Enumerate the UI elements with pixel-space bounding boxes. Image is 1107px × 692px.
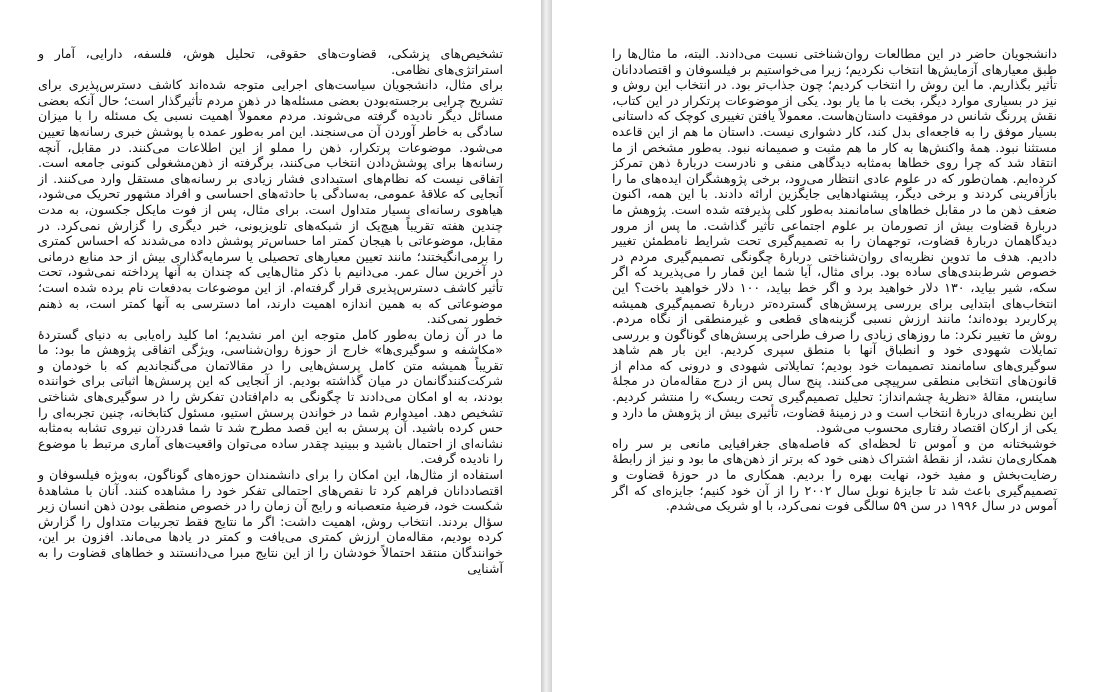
- paragraph: استفاده از مثال‌ها، این امکان را برای دانشمندان حوزه‌های گوناگون، به‌ویژه فیلسوفان و اقتصاددانان فراهم کرد تا نقص‌های احتمالی تفکر خود را مشاهده کنند. آنان با مشاهدهٔ شکست خود، فرضیهٔ متعصبانه و رایج آن زمان را در خصوص منطقی بودن ذهن انسان زیر سؤال بردند. انتخاب روش، اهمیت داشت: اگر ما نتایج فقط تجربیات متداول را گزارش کرده بودیم، مقاله‌مان ارزش کمتری می‌یافت و کمتر در یادها می‌ماند. افزون بر این، خوانندگان منتقد احتمالاً خودشان را از این نتایج مبرا می‌دانستند و خطاهای قضاوت را به آشنایی: [38, 467, 503, 576]
- paragraph: تشخیص‌های پزشکی، قضاوت‌های حقوقی، تحلیل هوش، فلسفه، دارایی، آمار و استراتژی‌های نظامی.: [38, 46, 503, 77]
- paragraph: خوشبختانه من و آموس تا لحظه‌ای که فاصله‌های جغرافیایی مانعی بر سر راه همکاری‌مان نشد، از نقطهٔ اشتراک ذهنی خود که برتر از ذهن‌های ما بود و نیز از رابطهٔ رضایت‌بخش و مفید خود، نهایت بهره را بردیم. همکاری ما در حوزهٔ قضاوت و تصمیم‌گیری باعث شد تا جایزهٔ نوبل سال ۲۰۰۲ را از آن خود کنیم؛ جایزه‌ای که اگر آموس در سال ۱۹۹۶ در سن ۵۹ سالگی فوت نمی‌کرد، با او شریک می‌شدم.: [612, 435, 1057, 514]
- left-page-text: [38, 46, 503, 576]
- paragraph: برای مثال، دانشجویان سیاست‌های اجرایی متوجه شده‌اند کاشف دسترس‌پذیری برای تشریح چرایی برجسته‌بودن بعضی مسئله‌ها در ذهن مردم تأثیرگذار است؛ حال آنکه بعضی مسائل دیگر نادیده گرفته می‌شوند. مردم معمولاً اهمیت نسبی یک مسئله را با میزان سادگی به خاطر آوردن آن می‌سنجند. این امر به‌طور عمده با پوشش خبری رسانه‌ها تعیین می‌شود. موضوعات پرتکرار، ذهن را مملو از این اطلاعات می‌کنند. در مقابل، آنچه رسانه‌ها برای پوشش‌دادن انتخاب می‌کنند، برگرفته از ذهن‌مشغولی کنونی جامعه است. اتفاقی نیست که نظام‌های استبدادی فشار زیادی بر رسانه‌های مستقل وارد می‌کنند. از آنجایی که علاقهٔ عمومی، به‌سادگی با حادثه‌های احساسی و افراد مشهور تحریک می‌شود، هیاهوی رسانه‌ای بسیار متداول است. برای مثال، پس از فوت مایکل جکسون، به مدت چندین هفته تقریباً هیچ‌یک از شبکه‌های تلویزیونی، خبر دیگری را گزارش نمی‌کرد. در مقابل، موضوعاتی با هیجان کمتر اما حساس‌تر پوشش داده می‌شدند که احساس کمتری را برمی‌انگیختند؛ مانند تعیین معیارهای تحصیلی یا سرمایه‌گذاری بیش از حد منابع درمانی در آخرین سال عمر. می‌دانیم با ذکر مثال‌هایی که چندان به آنها پرداخته نمی‌شود، تحت تأثیر کاشف دسترس‌پذیری قرار گرفته‌ام. از این موضوعات به‌دفعات نام برده شده است؛ موضوعاتی که به همین اندازه اهمیت دارند، اما دسترسی به آنها کمتر است، به ذهنم خطور نمی‌کند.: [38, 77, 503, 327]
- page-gutter: [541, 0, 552, 692]
- left-page: [0, 0, 541, 692]
- right-page: [552, 0, 1107, 692]
- right-page-text: [612, 46, 1057, 514]
- paragraph: ما در آن زمان به‌طور کامل متوجه این امر نشدیم؛ اما کلید راه‌یابی به دنیای گستردهٔ «مکاشفه و سوگیری‌ها» خارج از حوزهٔ روان‌شناسی، ویژگی اتفاقی پژوهش ما بود: ما تقریباً همیشه متن کامل پرسش‌هایی را در مقالاتمان می‌گنجاندیم که با خودمان و شرکت‌کنندگانمان در میان گذاشته بودیم. از آنجایی که این پرسش‌ها اثباتی برای خواننده بودند، به او امکان می‌دادند تا چگونگی به دام‌افتادن تفکرش را در سوگیری‌های شناختی تشخیص دهد. امیدوارم شما در خواندن پرسش استیو، مسئول کتابخانه، چنین تجربه‌ای را حس کرده باشید. آن پرسش به این قصد مطرح شد تا شما قدردان نیروی تشابه به‌مثابه نشانه‌ای از احتمال باشید و ببینید چقدر ساده می‌توان واقعیت‌های آماری مرتبط با موضوع را نادیده گرفت.: [38, 326, 503, 467]
- paragraph: دانشجویان حاضر در این مطالعات روان‌شناختی نسبت می‌دادند. البته، ما مثال‌ها را طبق معیارهای آزمایش‌ها انتخاب نکردیم؛ زیرا می‌خواستیم بر فیلسوفان و اقتصاددانان تأثیر بگذاریم. ما این روش را انتخاب کردیم؛ چون جذاب‌تر بود. در انتخاب این روش و نیز در بسیاری موارد دیگر، بخت با ما یار بود. یکی از موضوعات پرتکرار در این کتاب، نقش پررنگ شانس در موفقیت داستان‌هاست. معمولاً یافتن تغییری کوچک که داستانی بسیار موفق را به فاجعه‌ای بدل کند، کار دشواری نیست. داستان ما هم از این قاعده مستثنا نبود. همهٔ واکنش‌ها به کار ما هم مثبت و صمیمانه نبود. به‌طور مشخص از ما انتقاد شد که چرا روی خطاها به‌مثابه دیدگاهی منفی و نادرست دربارهٔ ذهن تمرکز کرده‌ایم. همان‌طور که در علوم عادی انتظار می‌رود، برخی پژوهشگران ایده‌های ما را بازآفرینی کردند و برخی دیگر، پیشنهادهایی جایگزین ارائه دادند. با این همه، اکنون ضعف ذهن ما در مقابل خطاهای سامانمند به‌طور کلی پذیرفته شده است. پژوهش ما دربارهٔ قضاوت بیش از تصورمان بر علوم اجتماعی تأثیر گذاشت. ما پس از مرور دیدگاهمان دربارهٔ قضاوت، توجهمان را به تصمیم‌گیری تحت شرایط نامطمئن تغییر دادیم. هدف ما تدوین نظریه‌ای روان‌شناختی دربارهٔ چگونگی تصمیم‌گیری مردم در خصوص شرط‌بندی‌های ساده بود. برای مثال، آیا شما این قمار را می‌پذیرید که اگر سکه، شیر بیاید، ۱۳۰ دلار خواهید برد و اگر خط بیاید، ۱۰۰ دلار خواهید باخت؟ این انتخاب‌های ابتدایی برای بررسی پرسش‌های گسترده‌تر دربارهٔ تصمیم‌گیری همیشه پرکاربرد بوده‌اند؛ مانند ارزش نسبی گزینه‌های قطعی و غیرمنطقی از نگاه مردم. روش ما تغییر نکرد: ما روزهای زیادی را صرف طراحی پرسش‌های گوناگون و بررسی تمایلات شهودی خود و انطباق آنها با منطق سپری کردیم. این بار هم شاهد سوگیری‌های سامانمند تصمیمات خود بودیم؛ تمایلاتی شهودی و درونی که مدام از قانون‌های انتخابی منطقی سرپیچی می‌کنند. پنج سال پس از درج مقاله‌مان در مجلهٔ ساینس، مقالهٔ «نظریهٔ چشم‌انداز: تحلیل تصمیم‌گیری تحت ریسک» را منتشر کردیم. این نظریه‌ای دربارهٔ انتخاب است و در زمینهٔ قضاوت، تأثیری بیش از پژوهش ما دارد و یکی از ارکان اقتصاد رفتاری محسوب می‌شود.: [612, 46, 1057, 436]
